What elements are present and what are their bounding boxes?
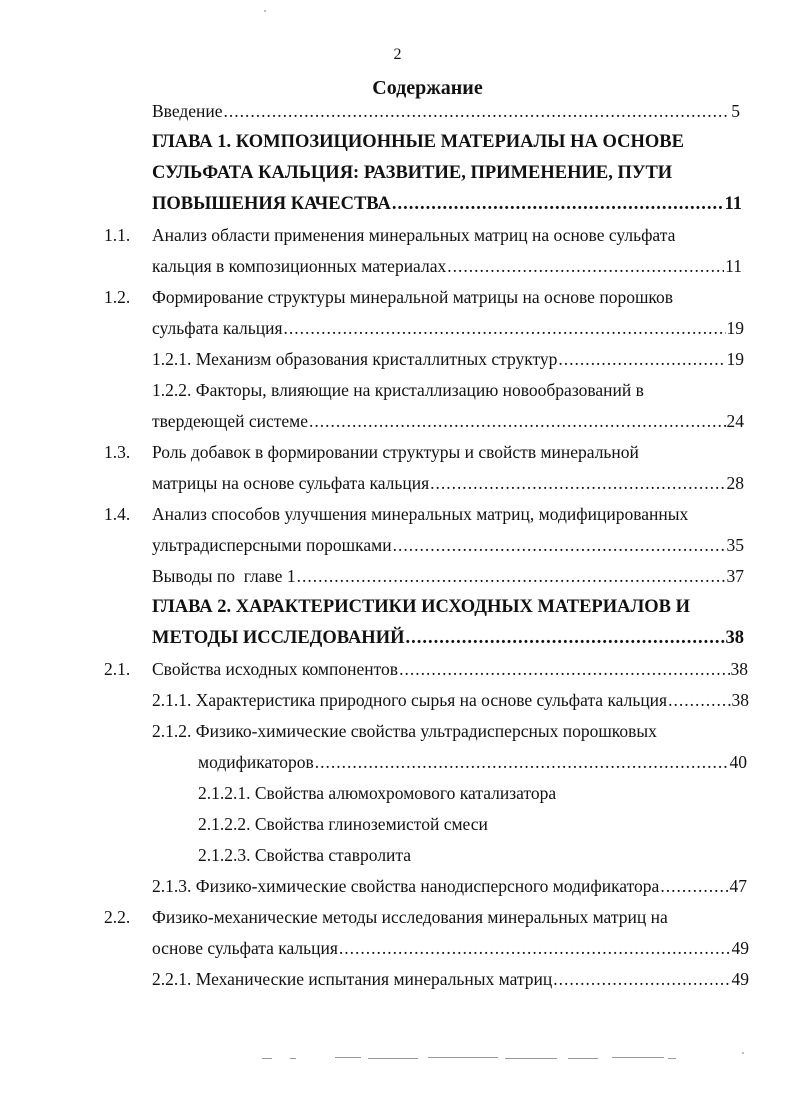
toc-entry-continued[interactable] bbox=[0, 933, 795, 964]
page-number: 2 bbox=[393, 46, 402, 63]
toc-page-number: 38 bbox=[725, 628, 744, 648]
toc-entry-title: 2.2.1. Механические испытания минеральных матриц bbox=[152, 969, 553, 989]
toc-entry-title: модификаторов bbox=[198, 752, 314, 772]
toc-entry[interactable] bbox=[0, 840, 795, 871]
toc-entry-line: ГЛАВА 2. ХАРАКТЕРИСТИКИ ИСХОДНЫХ МАТЕРИАЛОВ И bbox=[152, 597, 690, 617]
scan-artifact bbox=[428, 1057, 498, 1058]
toc-page-number: 38 bbox=[731, 690, 749, 710]
toc-entry[interactable] bbox=[0, 778, 795, 809]
toc-page-number: 35 bbox=[726, 535, 744, 555]
page-title: Содержание bbox=[372, 77, 483, 99]
toc-entry[interactable] bbox=[0, 344, 795, 375]
toc-entry[interactable] bbox=[0, 437, 795, 468]
toc-entry-continued[interactable] bbox=[0, 747, 795, 778]
toc-entry-title: ультрадисперсными порошками bbox=[152, 535, 392, 555]
toc-page-number: 37 bbox=[726, 566, 744, 586]
scan-artifact bbox=[290, 1058, 296, 1059]
toc-entry[interactable] bbox=[0, 716, 795, 747]
toc-page-number: 5 bbox=[731, 101, 740, 121]
toc-chapter-heading[interactable] bbox=[0, 127, 795, 158]
toc-entry[interactable] bbox=[0, 964, 795, 995]
toc-entry-title: МЕТОДЫ ИССЛЕДОВАНИЙ bbox=[152, 628, 405, 648]
toc-page-number: 49 bbox=[731, 938, 749, 958]
toc-entry-continued[interactable] bbox=[0, 406, 795, 437]
toc-entry-title: сульфата кальция bbox=[152, 318, 283, 338]
scan-artifact bbox=[335, 1057, 361, 1058]
toc-entry[interactable] bbox=[0, 809, 795, 840]
toc-entry-continued[interactable] bbox=[0, 251, 795, 282]
toc-entry-title: Свойства исходных компонентов bbox=[152, 659, 399, 679]
scan-artifact bbox=[262, 1058, 272, 1059]
section-number: 2.2. bbox=[104, 907, 131, 927]
toc-entry-title: основе сульфата кальция bbox=[152, 938, 338, 958]
toc-entry-line: Анализ области применения минеральных матриц на основе сульфата bbox=[152, 225, 676, 245]
scan-artifact bbox=[568, 1058, 598, 1059]
toc-entry[interactable] bbox=[0, 499, 795, 530]
toc-entry-title: 2.1.2.3. Свойства ставролита bbox=[198, 845, 412, 865]
toc-entry[interactable] bbox=[0, 654, 795, 685]
scan-artifact bbox=[668, 1058, 676, 1059]
toc-chapter-heading-continued[interactable] bbox=[0, 189, 795, 220]
toc-entry-continued[interactable] bbox=[0, 468, 795, 499]
toc-entry[interactable] bbox=[0, 375, 795, 406]
toc-page-number: 11 bbox=[725, 256, 742, 276]
scan-speck bbox=[264, 10, 266, 12]
toc-entry-title: 2.1.3. Физико-химические свойства нанодисперсного модификатора bbox=[152, 876, 660, 896]
toc-page-number: 19 bbox=[726, 318, 744, 338]
toc-page-number: 19 bbox=[726, 349, 744, 369]
toc-entry[interactable] bbox=[0, 902, 795, 933]
toc-entry-title: твердеющей системе bbox=[152, 411, 308, 431]
toc-entry[interactable] bbox=[0, 220, 795, 251]
section-number: 1.2. bbox=[104, 287, 131, 307]
toc-entry-title: кальция в композиционных материалах bbox=[152, 256, 447, 276]
toc-page-number: 38 bbox=[730, 659, 748, 679]
scan-artifact bbox=[368, 1058, 418, 1059]
section-number: 1.3. bbox=[104, 442, 131, 462]
toc-page-number: 28 bbox=[726, 473, 744, 493]
toc-entry-line: Формирование структуры минеральной матрицы на основе порошков bbox=[152, 287, 674, 307]
toc-entry-title: ПОВЫШЕНИЯ КАЧЕСТВА bbox=[152, 194, 391, 214]
toc-entry-line: СУЛЬФАТА КАЛЬЦИЯ: РАЗВИТИЕ, ПРИМЕНЕНИЕ, ПУТИ bbox=[152, 163, 673, 183]
toc-entry-title: 2.1.2.1. Свойства алюмохромового катализатора bbox=[198, 783, 557, 803]
toc-entry[interactable] bbox=[0, 561, 795, 592]
table-of-contents bbox=[0, 96, 795, 995]
toc-entry-title: 2.1.2.2. Свойства глиноземистой смеси bbox=[198, 814, 488, 834]
section-number: 1.4. bbox=[104, 504, 131, 524]
toc-entry-line: Анализ способов улучшения минеральных матриц, модифицированных bbox=[152, 504, 689, 524]
section-number: 1.1. bbox=[104, 225, 131, 245]
toc-entry-line: ГЛАВА 1. КОМПОЗИЦИОННЫЕ МАТЕРИАЛЫ НА ОСНОВЕ bbox=[152, 132, 684, 152]
scan-speck bbox=[742, 1052, 744, 1054]
toc-page-number: 49 bbox=[731, 969, 749, 989]
section-number: 2.1. bbox=[104, 659, 131, 679]
toc-chapter-heading-continued[interactable] bbox=[0, 623, 795, 654]
scan-artifact bbox=[612, 1057, 664, 1058]
toc-entry-line: 1.2.2. Факторы, влияющие на кристаллизацию новообразований в bbox=[152, 380, 644, 400]
toc-entry-continued[interactable] bbox=[0, 313, 795, 344]
toc-page-number: 11 bbox=[724, 194, 742, 214]
toc-entry-continued[interactable] bbox=[0, 530, 795, 561]
toc-entry-title: матрицы на основе сульфата кальция bbox=[152, 473, 430, 493]
toc-chapter-heading[interactable] bbox=[0, 592, 795, 623]
toc-entry-line: Роль добавок в формировании структуры и свойств минеральной bbox=[152, 442, 639, 462]
toc-entry-title: Введение bbox=[152, 101, 223, 121]
toc-chapter-heading-continued[interactable] bbox=[0, 158, 795, 189]
scan-artifact bbox=[505, 1058, 557, 1059]
toc-entry[interactable] bbox=[0, 282, 795, 313]
toc-entry-title: Выводы по главе 1 bbox=[152, 566, 296, 586]
toc-entry-title: 1.2.1. Механизм образования кристаллитных структур bbox=[152, 349, 558, 369]
toc-page-number: 40 bbox=[729, 752, 747, 772]
toc-entry[interactable] bbox=[0, 871, 795, 902]
toc-entry[interactable] bbox=[0, 685, 795, 716]
toc-entry-line: Физико-механические методы исследования минеральных матриц на bbox=[152, 907, 668, 927]
toc-page-number: 47 bbox=[729, 876, 747, 896]
toc-entry-title: 2.1.1. Характеристика природного сырья на основе сульфата кальция bbox=[152, 690, 668, 710]
toc-entry-line: 2.1.2. Физико-химические свойства ультрадисперсных порошковых bbox=[152, 721, 657, 741]
toc-entry[interactable] bbox=[0, 96, 795, 127]
toc-page-number: 24 bbox=[726, 411, 744, 431]
